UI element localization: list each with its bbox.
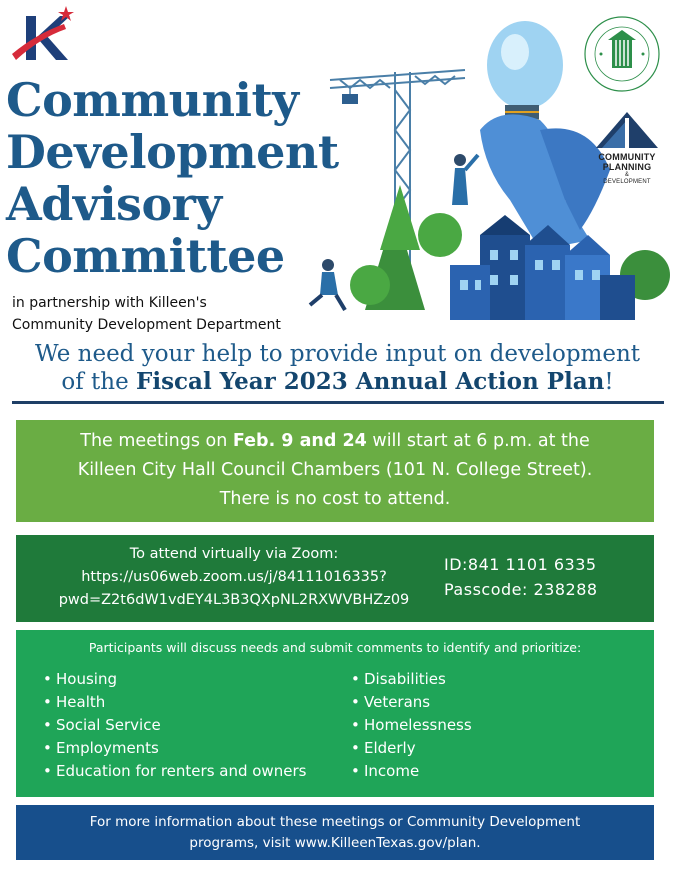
headline-plan-name: Fiscal Year 2023 Annual Action Plan xyxy=(136,368,605,395)
list-item: • Elderly xyxy=(346,737,472,760)
meeting-text: will start at 6 p.m. at the xyxy=(366,431,590,451)
title-line: Development xyxy=(6,125,339,179)
zoom-link-block xyxy=(34,543,434,612)
zoom-link[interactable]: https://us06web.zoom.us/j/84111016335? xyxy=(81,569,387,585)
list-item: • Employments xyxy=(38,737,306,760)
zoom-credentials xyxy=(444,552,644,602)
list-item: • Disabilities xyxy=(346,668,472,691)
list-item: • Homelessness xyxy=(346,714,472,737)
list-item: • Social Service xyxy=(38,714,306,737)
zoom-link[interactable]: pwd=Z2t6dW1vdEY4L3B3QXpNL2RXWVBHZz09 xyxy=(58,592,410,608)
cpd-text-line: DEVELOPMENT xyxy=(603,179,651,185)
meeting-line xyxy=(16,427,654,456)
cpd-logo-text xyxy=(592,152,662,186)
list-item: • Housing xyxy=(38,668,306,691)
cpd-text-amp: & xyxy=(624,172,630,178)
list-item: • Education for renters and owners xyxy=(38,760,306,783)
hud-seal xyxy=(582,14,662,94)
cpd-text-line: COMMUNITY xyxy=(598,152,656,162)
cpd-text-line: PLANNING xyxy=(602,162,652,172)
zoom-label: To attend virtually via Zoom: xyxy=(129,546,339,562)
list-item: • Veterans xyxy=(346,691,472,714)
meeting-info-box xyxy=(16,420,654,522)
partnership-line: Community Development Department xyxy=(12,317,281,333)
headline-text: ! xyxy=(604,369,614,395)
footer-link-line[interactable]: programs, visit www.KilleenTexas.gov/plan. xyxy=(189,835,481,851)
meeting-dates: Feb. 9 and 24 xyxy=(232,431,367,451)
footer-line: For more information about these meetings or Community Development xyxy=(89,814,581,830)
partnership-line: in partnership with Killeen's xyxy=(12,295,207,311)
topics-intro: Participants will discuss needs and submit comments to identify and prioritize: xyxy=(88,640,582,655)
call-to-action-headline xyxy=(0,340,675,396)
zoom-passcode: Passcode: 238288 xyxy=(444,580,598,599)
headline-line xyxy=(0,368,675,396)
meeting-location: Killeen City Hall Council Chambers (101 N. College Street). xyxy=(77,460,593,480)
divider xyxy=(12,401,664,404)
title-line: Committee xyxy=(6,229,285,283)
more-info-box xyxy=(16,805,654,860)
list-item: • Health xyxy=(38,691,306,714)
zoom-info-box xyxy=(16,535,654,622)
topics-list-right xyxy=(346,668,472,783)
headline-line: We need your help to provide input on development xyxy=(34,341,641,367)
list-item: • Income xyxy=(346,760,472,783)
headline-text: of the xyxy=(61,369,137,395)
zoom-meeting-id: ID:841 1101 6335 xyxy=(444,555,597,574)
title-line: Advisory xyxy=(6,177,222,231)
topics-box xyxy=(16,630,654,797)
title-line: Community xyxy=(6,73,299,127)
killeen-logo xyxy=(6,4,76,66)
topics-list-left xyxy=(38,668,306,783)
meeting-text: The meetings on xyxy=(80,431,233,451)
meeting-cost: There is no cost to attend. xyxy=(219,489,451,509)
